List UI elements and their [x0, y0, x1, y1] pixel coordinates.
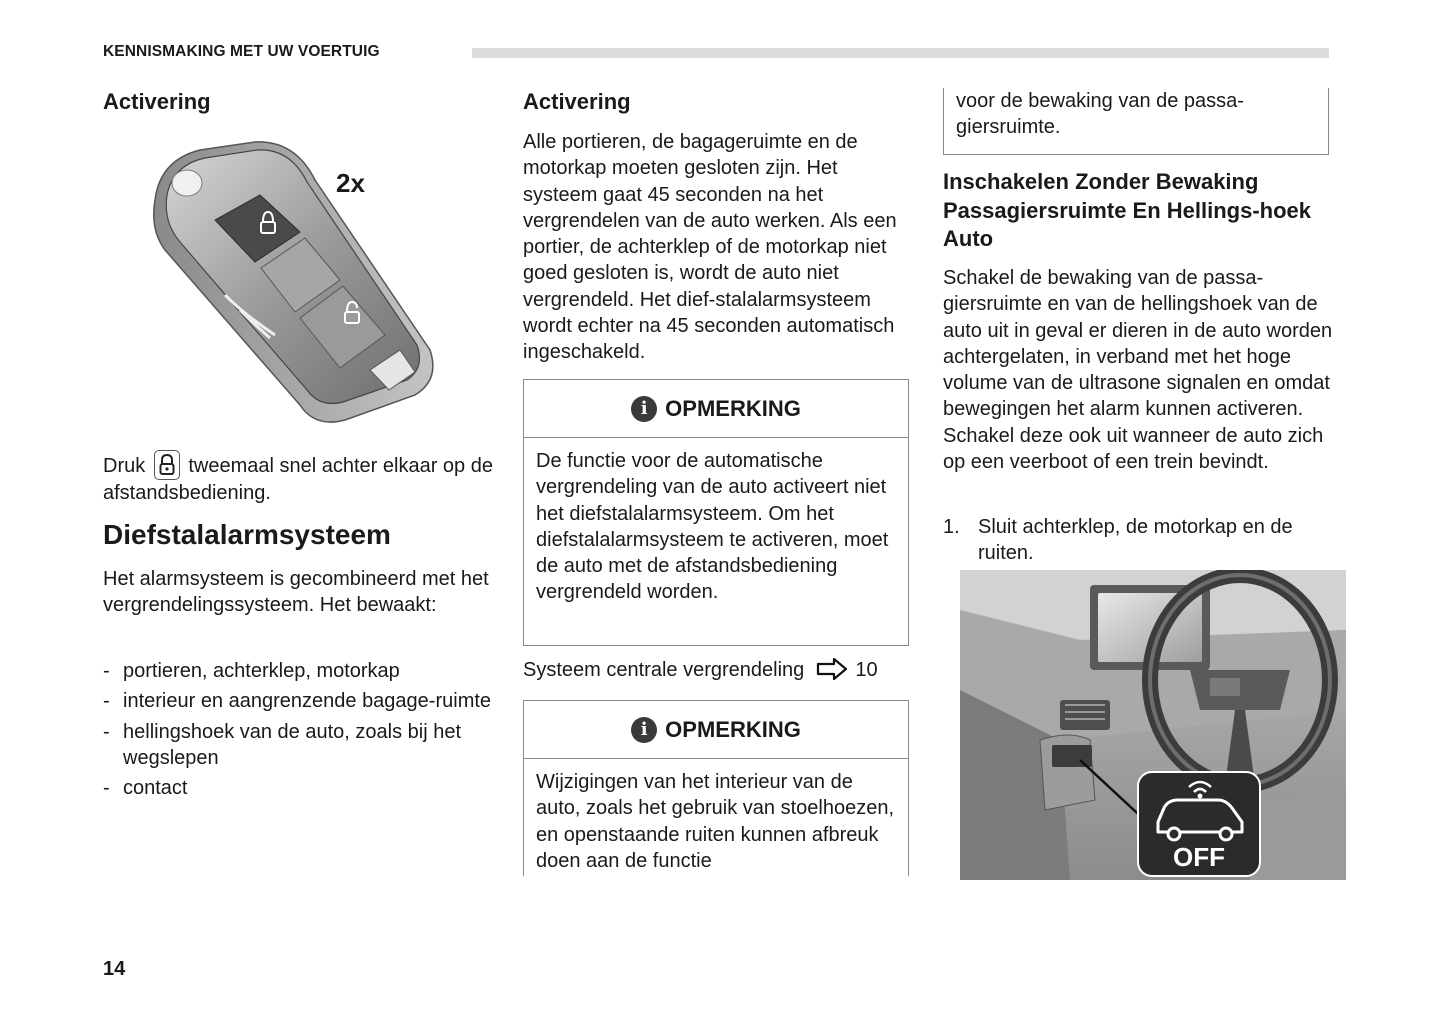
info-icon: i [631, 717, 657, 743]
step-number: 1. [943, 516, 960, 538]
list-item: - portieren, achterklep, motorkap [103, 660, 400, 682]
arrow-right-icon [816, 658, 848, 680]
col2-heading: Activering [523, 89, 631, 114]
car-alarm-off-icon [1138, 772, 1260, 876]
cross-reference [523, 657, 918, 683]
page-number: 14 [103, 958, 126, 980]
col3-heading: Inschakelen Zonder Bewaking Passagiersruimte En Hellings-hoek Auto [943, 169, 1312, 251]
info-icon: i [631, 396, 657, 422]
list-item: - hellingshoek van de auto, zoals bij het wegslepen [103, 720, 462, 769]
step-item [943, 514, 1335, 567]
note-text: Wijzigingen van het interieur van de auto, zoals het gebruik van stoelhoezen, en openstaande ruiten kunnen afbreuk doen aan de functie [536, 771, 895, 872]
continued-note-text: voor de bewaking van de passa-giersruimte. [956, 90, 1244, 139]
section-title: Diefstalalarmsysteem [103, 519, 391, 550]
list-item: - contact [103, 777, 188, 800]
press-instruction [103, 450, 498, 506]
note-box-1 [523, 379, 909, 646]
header-rule [472, 48, 1329, 58]
dashboard-illustration [960, 570, 1346, 880]
press-count-label: 2x [336, 168, 365, 198]
monitored-list [103, 658, 498, 805]
note-header [524, 701, 908, 759]
disable-paragraph: Schakel de bewaking van de passa-giersruimte en van de hellingshoek van de auto uit in geval er dieren in de auto worden achtergelaten, in verband met het hoge volume van de ultrasone signalen en omdat bewegingen het alarm kunnen activeren. Schakel deze ook uit wanneer de auto zich op een veerboot of een trein bevindt. [943, 267, 1333, 474]
note-title: OPMERKING [665, 716, 801, 742]
press-before: Druk [103, 455, 146, 477]
note-box-2 [523, 700, 909, 876]
key-fob-illustration [145, 140, 445, 425]
off-label: OFF [1173, 842, 1225, 872]
crossref-text: Systeem centrale vergrendeling [523, 659, 805, 681]
note-text: De functie voor de automatische vergrendeling van de auto activeert niet het diefstalalarmsysteem. Om het diefstalalarmsysteem te activeren, moet de auto met de afstandsbediening vergrendeld worden. [536, 450, 889, 604]
press-after: tweemaal snel achter elkaar op de afstandsbediening. [103, 455, 493, 504]
lock-icon [154, 450, 180, 480]
step-text: Sluit achterklep, de motorkap en de ruiten. [978, 516, 1293, 565]
continued-note-box [943, 88, 1329, 155]
crossref-page: 10 [855, 659, 878, 681]
list-item: - interieur en aangrenzende bagage-ruimte [103, 690, 492, 713]
running-header: KENNISMAKING MET UW VOERTUIG [103, 43, 380, 60]
activation-paragraph: Alle portieren, de bagageruimte en de motorkap moeten gesloten zijn. Het systeem gaat 45 seconden na het vergrendelen van de auto werken. Als een portier, de achterklep of de motorkap niet goed gesloten is, wordt de auto niet vergrendeld. Het dief-stalalarmsysteem wordt echter na 45 seconden automatisch ingeschakeld. [523, 131, 897, 364]
note-title: OPMERKING [665, 395, 801, 421]
note-header [524, 380, 908, 438]
col1-heading: Activering [103, 89, 211, 114]
alarm-intro: Het alarmsysteem is gecombineerd met het vergrendelingssysteem. Het bewaakt: [103, 568, 489, 617]
